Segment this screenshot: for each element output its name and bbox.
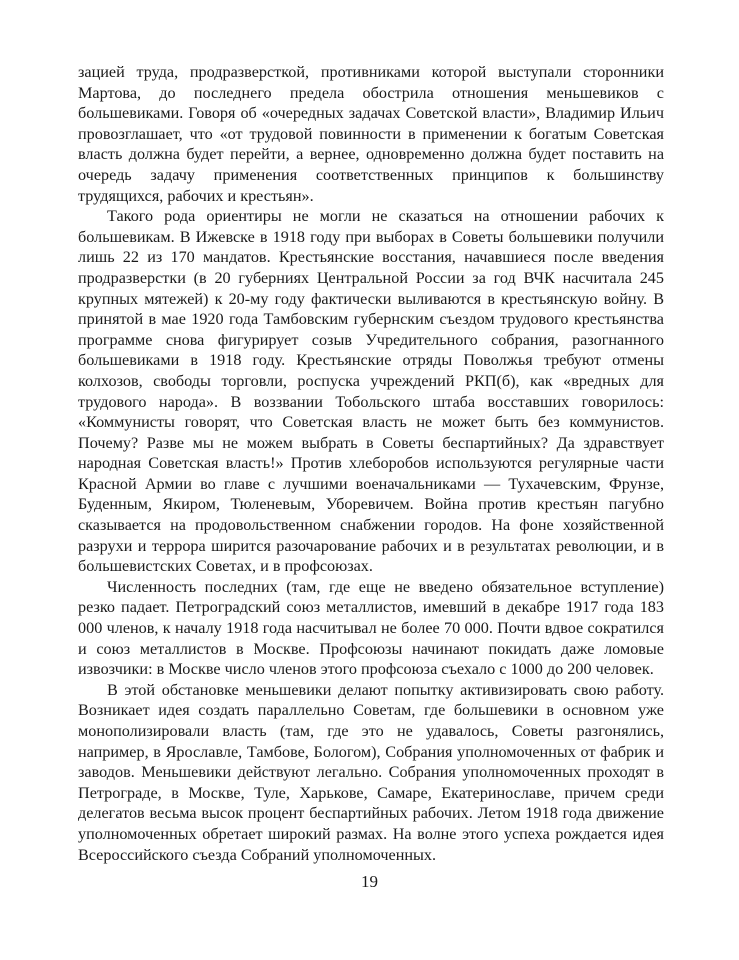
paragraph-4: В этой обстановке меньшевики делают попытку активизировать свою работу. Возникает идея создать параллельно Советам, где большевики в основном уже монополизировали власть (там, где это не удавалось, Советы разгонялись, например, в Ярославле, Тамбове, Бологом), Собрания уполномоченных от фабрик и заводов. Меньшевики действуют легально. Собрания уполномоченных проходят в Петрограде, в Москве, Туле, Харькове, Самаре, Екатеринославе, причем среди делегатов весьма высок процент беспартийных рабочих. Летом 1918 года движение уполномоченных обретает широкий размах. На волне этого успеха рождается идея Всероссийского съезда Собраний уполномоченных. [78, 680, 664, 864]
paragraph-1: зацией труда, продразверсткой, противниками которой выступали сторонники Мартова, до последнего предела обострила отношения меньшевиков с большевиками. Говоря об «очередных задачах Советской власти», Владимир Ильич провозглашает, что «от трудовой повинности в применении к богатым Советская власть должна будет перейти, а вернее, одновременно должна будет поставить на очередь задачу применения соответственных принципов к большинству трудящихся, рабочих и крестьян». [78, 63, 664, 205]
page-number: 19 [361, 872, 378, 891]
paragraph-2: Такого рода ориентиры не могли не сказаться на отношении рабочих к большевикам. В Ижевске в 1918 году при выборах в Советы большевики получили лишь 22 из 170 мандатов. Крестьянские восстания, начавшиеся после введения продразверстки (в 20 губерниях Центральной России за год ВЧК насчитала 245 крупных мятежей) к 20-му году фактически выливаются в крестьянскую войну. В принятой в мае 1920 года Тамбовским губернским съездом трудового крестьянства программе снова фигурирует созыв Учредительного собрания, разогнанного большевиками в 1918 году. Крестьянские отряды Поволжья требуют отмены колхозов, свободы торговли, роспуска учреждений РКП(б), как «вредных для трудового народа». В воззвании Тобольского штаба восставших говорилось: «Коммунисты говорят, что Советская власть не может быть без коммунистов. Почему? Разве мы не можем выбрать в Советы беспартийных? Да здравствует народная Советская власть!» Против хлеборобов используются регулярные части Красной Армии во главе с лучшими военачальниками — Тухачевским, Фрунзе, Буденным, Якиром, Тюленевым, Уборевичем. Война против крестьян пагубно сказывается на продовольственном снабжении городов. На фоне хозяйственной разрухи и террора ширится разочарование рабочих и в результатах революции, и в большевистских Советах, и в профсоюзах. [78, 207, 664, 576]
paragraph-3: Численность последних (там, где еще не введено обязательное вступление) резко падает. Петроградский союз металлистов, имевший в декабре 1917 года 183 000 членов, к началу 1918 года насчитывал не более 70 000. Почти вдвое сократился и союз металлистов в Москве. Профсоюзы начинают покидать даже ломовые извозчики: в Москве число членов этого профсоюза съехало с 1000 до 200 человек. [78, 577, 664, 679]
document-body [78, 62, 664, 865]
